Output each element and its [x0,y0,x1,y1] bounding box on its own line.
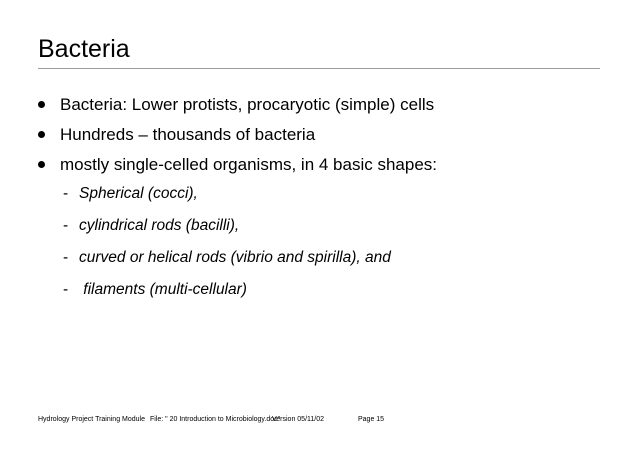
sub-bullet-dash: - [63,185,69,202]
bullet-dot-icon [38,131,45,138]
sub-bullet-item [63,242,391,274]
title-divider [38,68,600,69]
footer-page: Page 15 [358,416,385,423]
sub-bullet-text: cylindrical rods (bacilli), [79,217,240,234]
sub-bullet-item [63,274,391,306]
sub-bullet-dash: - [63,217,69,234]
footer-version: Version 05/11/02 [272,416,325,423]
bullet-text: mostly single-celled organisms, in 4 basic shapes: [60,155,438,174]
sub-bullet-text: curved or helical rods (vibrio and spirilla), and [79,249,391,266]
sub-bullet-dash: - [63,249,69,266]
slide-title: Bacteria [38,35,130,63]
bullet-dot-icon [38,161,45,168]
sub-bullet-text: Spherical (cocci), [79,185,198,202]
bullet-text: Hundreds – thousands of bacteria [60,125,316,144]
sub-bullet-dash: - [63,281,69,298]
footer-module: Hydrology Project Training Module [38,416,145,423]
bullet-dot-icon [38,101,45,108]
sub-bullet-item [63,178,391,210]
sub-bullet-list [63,178,391,306]
bullet-text: Bacteria: Lower protists, procaryotic (simple) cells [60,95,435,114]
sub-bullet-text: filaments (multi-cellular) [79,281,247,298]
footer-file: File: " 20 Introduction to Microbiology.doc" [150,416,281,423]
sub-bullet-item [63,210,391,242]
